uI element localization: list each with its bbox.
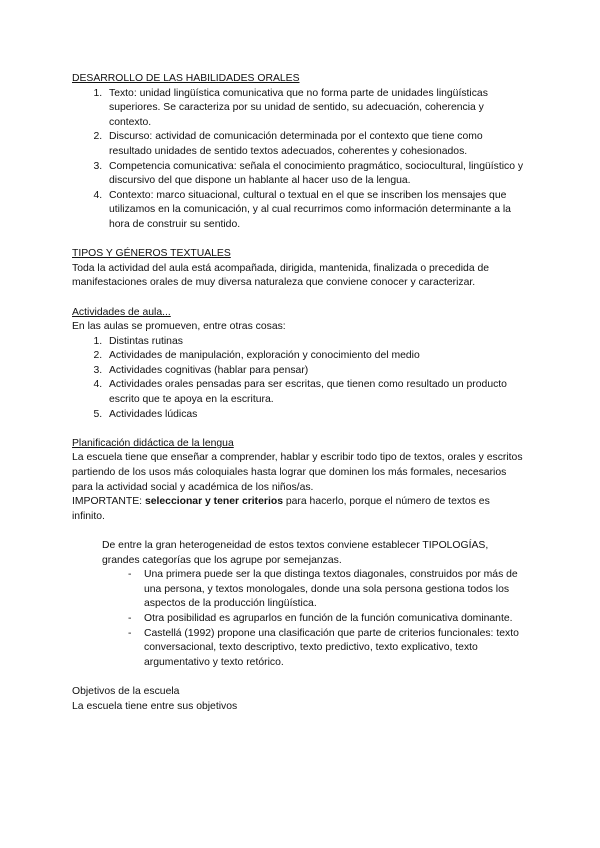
list-item: 2. Discurso: actividad de comunicación determinada por el contexto que tiene como resultado unidades de sentido textos adecuados, coherentes y cohesionados.: [105, 130, 524, 159]
heading-actividades-aula: Actividades de aula...: [72, 306, 171, 318]
importante-bold: seleccionar y tener criterios: [144, 496, 283, 508]
list-item: 4. Contexto: marco situacional, cultural o textual en el que se inscriben los mensajes que utilizamos en la comunicación, y al cual recurrimos como información determinante a la hora de construir su sentido.: [105, 189, 524, 233]
document-page: [72, 72, 524, 714]
paragraph-tipologias: De entre la gran heterogeneidad de estos textos conviene establecer TIPOLOGÍAS, grandes categorías que los agrupe por semejanzas.: [102, 540, 489, 566]
list-item: - Una primera puede ser la que distinga textos diagonales, construidos por más de una persona, y textos monologales, donde una sola persona gestiona todos los aspectos de la producción lingüística.: [144, 568, 524, 612]
list-item: - Otra posibilidad es agruparlos en función de la función comunicativa dominante.: [144, 612, 524, 627]
paragraph-actividades-intro: En las aulas se promueven, entre otras cosas:: [72, 321, 286, 333]
list-item: 1. Texto: unidad lingüística comunicativa que no forma parte de unidades lingüísticas superiores. Se caracteriza por su unidad de sentido, su adecuación, coherencia y contexto.: [105, 87, 524, 131]
importante-rest: para hacerlo, porque el número de textos es infinito.: [72, 496, 490, 522]
list-item: 4. Actividades orales pensadas para ser escritas, que tienen como resultado un producto escrito que te apoya en la escritura.: [105, 378, 524, 407]
list-item: 3. Competencia comunicativa: señala el conocimiento pragmático, sociocultural, lingüístico y discursivo del que dispone un hablante al hacer uso de la lengua.: [105, 160, 524, 189]
list-item: 2. Actividades de manipulación, exploración y conocimiento del medio: [105, 349, 524, 364]
list-item: 5. Actividades lúdicas: [105, 408, 524, 423]
paragraph-importante: [72, 495, 524, 524]
paragraph-tipos: Toda la actividad del aula está acompañada, dirigida, mantenida, finalizada o precedida de manifestaciones orales de muy diversa naturaleza que conviene conocer y caracterizar.: [72, 262, 490, 289]
activities-list: [72, 335, 524, 423]
heading-habilidades-orales: DESARROLLO DE LAS HABILIDADES ORALES: [72, 73, 300, 84]
definitions-list: [72, 87, 524, 233]
paragraph-objetivos: La escuela tiene entre sus objetivos: [72, 700, 238, 712]
heading-objetivos: Objetivos de la escuela: [72, 685, 180, 697]
list-item: 3. Actividades cognitivas (hablar para pensar): [105, 364, 524, 379]
importante-label: IMPORTANTE:: [72, 496, 145, 508]
typologies-list: [72, 568, 524, 670]
heading-tipos-generos: TIPOS Y GÉNEROS TEXTUALES: [72, 248, 231, 260]
heading-planificacion: Planificación didáctica de la lengua: [72, 437, 234, 449]
list-item: 1. Distintas rutinas: [105, 335, 524, 350]
paragraph-planificacion: La escuela tiene que enseñar a comprender, hablar y escribir todo tipo de textos, orales y escritos partiendo de los usos más coloquiales hasta lograr que dominen los más formales, necesarios para la actividad social y académica de los niños/as.: [72, 452, 523, 493]
list-item: - Castellá (1992) propone una clasificación que parte de criterios funcionales: texto conversacional, texto descriptivo, texto predictivo, texto explicativo, texto argumentativo y texto retórico.: [144, 627, 524, 671]
